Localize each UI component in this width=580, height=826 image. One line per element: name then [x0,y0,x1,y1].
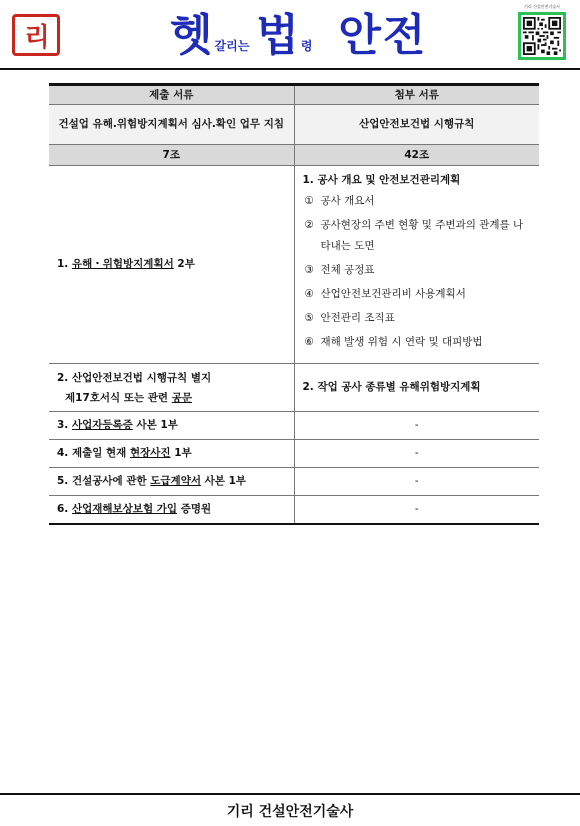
table-row [49,468,539,496]
row4-left-cell [49,440,294,468]
row2-right-cell: 2. 작업 공사 종류별 유해위험방지계획 [294,364,539,412]
header-divider [0,68,580,70]
col-header-submitted: 제출 서류 [49,85,294,105]
row2-left-cell [49,364,294,412]
row5-left-cell [49,468,294,496]
list-item [305,335,530,353]
row-suffix: 사본 1부 [132,419,178,431]
row6-left-cell [49,496,294,524]
article-right: 42조 [294,145,539,166]
item-index: ③ [304,263,314,276]
item-index: ⑤ [304,311,314,324]
title-part-1: 헷 [170,10,212,61]
list-item [305,194,530,212]
title-part-3: 안전 [338,10,428,61]
item-index: ① [304,194,314,207]
row6-right-cell: - [294,496,539,524]
row-prefix: 3. [57,419,72,431]
footer-brand: 기리 건설안전기술사 [226,804,354,820]
table-row [49,166,539,364]
item-text: 공사 개요서 [320,194,375,207]
table-header-row [49,85,539,105]
row-prefix: 5. 건설공사에 관한 [57,475,151,487]
row1-right-heading: 1. 공사 개요 및 안전보건관리계획 [302,173,461,186]
qr-code-icon[interactable] [518,12,566,60]
item-text: 재해 발생 위험 시 연락 및 대피방법 [320,335,483,348]
row1-suffix: 2부 [173,258,195,270]
row-prefix: 6. [57,502,72,515]
title-part-2: 법 [256,10,299,61]
article-left: 7조 [49,145,294,166]
table-row [49,496,539,524]
item-text: 공사현장의 주변 현황 및 주변과의 관계를 나타내는 도면 [320,218,524,252]
list-item [305,311,530,329]
page-header [0,0,580,70]
row3-left-cell [49,412,294,440]
document-table [49,83,539,525]
list-item [305,263,530,281]
item-index: ⑥ [304,335,314,348]
row-underlined: 사업자등록증 [71,419,133,431]
row1-right-cell [294,166,539,364]
row5-right-cell: - [294,468,539,496]
row-suffix: 증명원 [177,502,212,515]
qr-block[interactable] [518,4,566,62]
table-row [49,412,539,440]
row-prefix: 4. 제출일 현재 [57,447,130,459]
title-small-1: 갈리는 [214,39,250,53]
table-row [49,440,539,468]
article-row [49,145,539,166]
list-item [305,287,530,305]
row-underlined: 도급계약서 [150,475,201,487]
row4-right-cell: - [294,440,539,468]
row2-line1: 2. 산업안전보건법 시행규칙 별지 [57,371,212,384]
row-underlined: 산업재해보상보험 가입 [71,502,178,515]
source-row [49,105,539,145]
table-row [49,364,539,412]
row1-underlined: 유해・위험방지계획서 [71,258,174,270]
row1-prefix: 1. [57,258,72,270]
row3-right-cell: - [294,412,539,440]
item-text: 산업안전보건관리비 사용계획서 [320,287,466,300]
row1-left-cell [49,166,294,364]
page-title [170,6,427,62]
title-small-2: 령 [300,39,313,53]
giri-seal-logo [12,14,60,56]
list-item [305,218,530,257]
source-regulation: 산업안전보건법 시행규칙 [294,105,539,145]
item-index: ④ [304,287,314,300]
item-text: 전체 공정표 [320,263,375,276]
qr-pattern [523,17,561,55]
row-suffix: 1부 [170,447,192,459]
source-guideline: 건설업 유해.위험방지계획서 심사.확인 업무 지침 [49,105,294,145]
item-index: ② [304,218,314,231]
logo-text: 리 [24,22,48,53]
row-suffix: 사본 1부 [200,475,247,487]
footer-divider [0,793,580,795]
row2-underlined: 공문 [171,391,193,404]
row-underlined: 현장사진 [129,447,171,459]
row2-line2-prefix: 제17호서식 또는 관련 [65,391,172,404]
qr-caption: 기리 건설안전기술사 [523,4,561,9]
item-text: 안전관리 조직표 [320,311,395,324]
col-header-attached: 첨부 서류 [294,85,539,105]
